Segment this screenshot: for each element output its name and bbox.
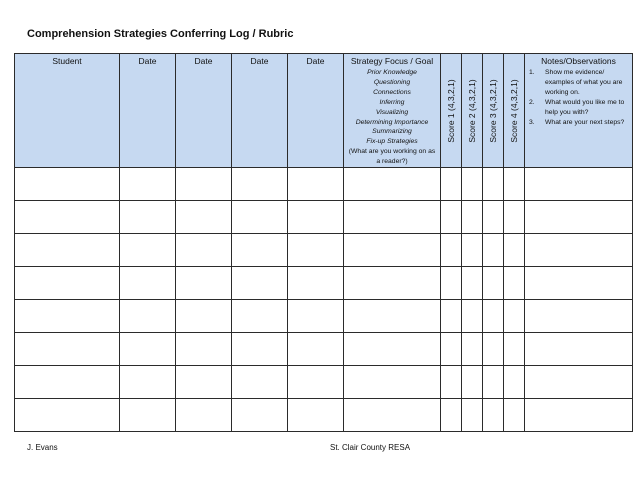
date-cell[interactable] — [288, 234, 344, 267]
table-row — [15, 300, 633, 333]
score-header-1: Score 1 (4,3,2,1) — [441, 54, 462, 168]
table-row — [15, 399, 633, 432]
strategy-item: Fix-up Strategies — [366, 138, 418, 146]
score-cell[interactable] — [483, 201, 504, 234]
date-cell[interactable] — [288, 300, 344, 333]
strategy-item: Connections — [373, 88, 411, 96]
date-cell[interactable] — [176, 399, 232, 432]
footer-author: J. Evans — [27, 443, 58, 452]
score-cell[interactable] — [462, 234, 483, 267]
student-cell[interactable] — [15, 267, 120, 300]
date-cell[interactable] — [176, 234, 232, 267]
strategy-cell[interactable] — [344, 201, 441, 234]
score-cell[interactable] — [441, 168, 462, 201]
score-cell[interactable] — [483, 168, 504, 201]
strategy-header-title: Strategy Focus / Goal — [350, 56, 434, 66]
score-cell[interactable] — [504, 366, 525, 399]
score-header-3: Score 3 (4,3,2,1) — [483, 54, 504, 168]
table-row — [15, 168, 633, 201]
date-cell[interactable] — [176, 201, 232, 234]
score-cell[interactable] — [504, 168, 525, 201]
notes-prompt-item: 1. Show me evidence/ examples of what you are working on. — [529, 69, 623, 96]
student-cell[interactable] — [15, 201, 120, 234]
page-title: Comprehension Strategies Conferring Log / Rubric — [27, 28, 294, 40]
date-cell[interactable] — [120, 234, 176, 267]
date-cell[interactable] — [288, 366, 344, 399]
date-cell[interactable] — [120, 201, 176, 234]
strategy-item: Inferring — [379, 98, 405, 106]
score-cell[interactable] — [441, 333, 462, 366]
score-cell[interactable] — [462, 267, 483, 300]
date-cell[interactable] — [120, 333, 176, 366]
score-cell[interactable] — [504, 399, 525, 432]
strategy-question: (What are you working on as a reader?) — [348, 148, 436, 166]
notes-header — [525, 54, 633, 168]
score-header-4: Score 4 (4,3,2,1) — [504, 54, 525, 168]
table-row — [15, 366, 633, 399]
notes-header-title: Notes/Observations — [541, 56, 616, 66]
date-cell[interactable] — [232, 168, 288, 201]
date-cell[interactable] — [120, 267, 176, 300]
date-header-4: Date — [288, 54, 344, 168]
notes-prompt-item: 2. What would you like me to help you with? — [529, 98, 625, 116]
score-cell[interactable] — [462, 168, 483, 201]
notes-cell[interactable] — [525, 267, 633, 300]
date-cell[interactable] — [288, 399, 344, 432]
score-cell[interactable] — [504, 234, 525, 267]
student-header: Student — [15, 54, 120, 168]
date-cell[interactable] — [120, 366, 176, 399]
score-cell[interactable] — [483, 366, 504, 399]
date-cell[interactable] — [288, 201, 344, 234]
header-row — [15, 54, 633, 168]
footer-organization: St. Clair County RESA — [330, 443, 411, 452]
score-cell[interactable] — [441, 267, 462, 300]
score-cell[interactable] — [441, 234, 462, 267]
score-cell[interactable] — [483, 234, 504, 267]
date-header-2: Date — [176, 54, 232, 168]
notes-prompt-item: 3. What are your next steps? — [529, 118, 625, 126]
score-cell[interactable] — [504, 267, 525, 300]
notes-cell[interactable] — [525, 366, 633, 399]
date-cell[interactable] — [120, 300, 176, 333]
student-cell[interactable] — [15, 300, 120, 333]
table-row — [15, 267, 633, 300]
table-row — [15, 234, 633, 267]
notes-cell[interactable] — [525, 300, 633, 333]
score-cell[interactable] — [483, 399, 504, 432]
date-cell[interactable] — [232, 267, 288, 300]
date-cell[interactable] — [288, 168, 344, 201]
student-cell[interactable] — [15, 366, 120, 399]
score-cell[interactable] — [462, 333, 483, 366]
date-cell[interactable] — [232, 201, 288, 234]
score-cell[interactable] — [462, 201, 483, 234]
score-cell[interactable] — [483, 267, 504, 300]
score-cell[interactable] — [483, 333, 504, 366]
strategy-header — [344, 54, 441, 168]
date-cell[interactable] — [120, 168, 176, 201]
strategy-item: Visualizing — [375, 108, 409, 116]
strategy-item: Summarizing — [372, 128, 412, 136]
score-cell[interactable] — [441, 366, 462, 399]
strategy-cell[interactable] — [344, 300, 441, 333]
notes-cell[interactable] — [525, 399, 633, 432]
strategy-item: Questioning — [373, 78, 411, 86]
notes-cell[interactable] — [525, 333, 633, 366]
date-cell[interactable] — [176, 333, 232, 366]
score-cell[interactable] — [462, 366, 483, 399]
score-cell[interactable] — [483, 300, 504, 333]
date-cell[interactable] — [176, 366, 232, 399]
strategy-cell[interactable] — [344, 168, 441, 201]
date-cell[interactable] — [288, 333, 344, 366]
date-header-1: Date — [120, 54, 176, 168]
notes-cell[interactable] — [525, 234, 633, 267]
table-row — [15, 333, 633, 366]
notes-cell[interactable] — [525, 201, 633, 234]
strategy-cell[interactable] — [344, 267, 441, 300]
student-cell[interactable] — [15, 168, 120, 201]
date-cell[interactable] — [232, 234, 288, 267]
strategy-cell[interactable] — [344, 399, 441, 432]
date-cell[interactable] — [120, 399, 176, 432]
student-cell[interactable] — [15, 333, 120, 366]
score-cell[interactable] — [441, 201, 462, 234]
date-cell[interactable] — [232, 333, 288, 366]
strategy-list — [344, 68, 440, 147]
notes-prompt-list — [525, 68, 632, 127]
score-cell[interactable] — [504, 300, 525, 333]
score-cell[interactable] — [504, 333, 525, 366]
strategy-cell[interactable] — [344, 333, 441, 366]
date-cell[interactable] — [232, 366, 288, 399]
conferring-log-table — [14, 53, 633, 432]
score-cell[interactable] — [441, 300, 462, 333]
notes-cell[interactable] — [525, 168, 633, 201]
student-cell[interactable] — [15, 399, 120, 432]
score-cell[interactable] — [462, 399, 483, 432]
table-row — [15, 201, 633, 234]
strategy-item: Prior Knowledge — [367, 69, 417, 76]
strategy-item: Determining Importance — [355, 118, 429, 126]
score-cell[interactable] — [462, 300, 483, 333]
strategy-cell[interactable] — [344, 234, 441, 267]
score-header-2: Score 2 (4,3,2,1) — [462, 54, 483, 168]
date-cell[interactable] — [176, 267, 232, 300]
date-cell[interactable] — [176, 168, 232, 201]
score-cell[interactable] — [504, 201, 525, 234]
date-header-3: Date — [232, 54, 288, 168]
date-cell[interactable] — [176, 300, 232, 333]
strategy-cell[interactable] — [344, 366, 441, 399]
date-cell[interactable] — [232, 300, 288, 333]
student-cell[interactable] — [15, 234, 120, 267]
score-cell[interactable] — [441, 399, 462, 432]
date-cell[interactable] — [288, 267, 344, 300]
date-cell[interactable] — [232, 399, 288, 432]
